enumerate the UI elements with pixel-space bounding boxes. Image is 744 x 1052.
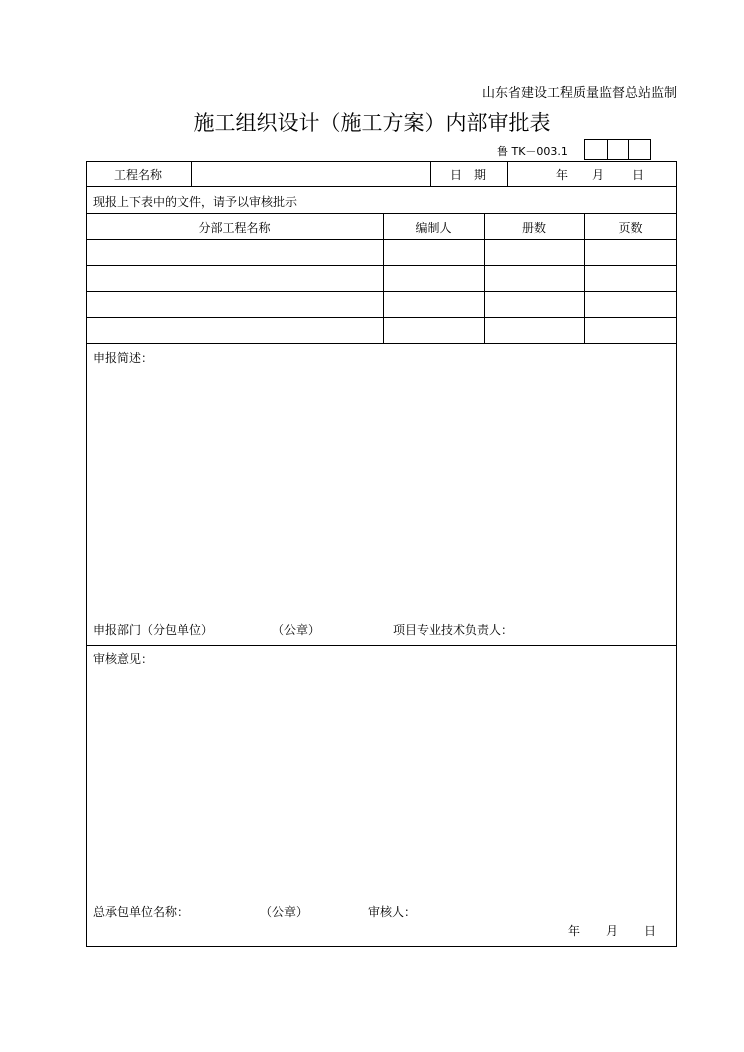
date-month: 月: [592, 168, 605, 182]
request-text: 现报上下表中的文件，请予以审核批示: [93, 195, 298, 209]
rule: [86, 645, 677, 646]
date-year: 年: [556, 168, 569, 182]
tech-lead-label: 项目专业技术负责人：: [393, 623, 514, 637]
summary-label: 申报简述：: [93, 351, 154, 365]
date-label: 日 期: [450, 168, 487, 182]
project-name-field[interactable]: [192, 162, 429, 185]
table-row[interactable]: [87, 240, 676, 264]
col-header-volumes: 册数: [521, 221, 546, 235]
issuer-note: 山东省建设工程质量监督总站监制: [481, 86, 677, 101]
rule: [86, 186, 677, 187]
date-day: 日: [632, 168, 645, 182]
table-row[interactable]: [87, 318, 676, 342]
reviewer-label: 审核人：: [368, 905, 417, 919]
col-header-subproject: 分部工程名称: [198, 221, 271, 235]
contractor-name-label: 总承包单位名称：: [93, 905, 190, 919]
form-code: 鲁 TK－003.1: [497, 145, 568, 158]
review-year: 年: [568, 924, 581, 938]
form-title: 施工组织设计（施工方案）内部审批表: [193, 111, 551, 135]
summary-textarea[interactable]: [87, 366, 676, 616]
col-header-author: 编制人: [415, 221, 452, 235]
review-day: 日: [644, 924, 657, 938]
rule: [86, 343, 677, 344]
review-month: 月: [606, 924, 619, 938]
code-box-3[interactable]: [628, 139, 651, 160]
project-name-label: 工程名称: [114, 168, 163, 182]
table-row[interactable]: [87, 266, 676, 290]
review-textarea[interactable]: [87, 667, 676, 897]
applicant-dept-label: 申报部门（分包单位）: [93, 623, 214, 637]
review-label: 审核意见：: [93, 652, 154, 666]
code-box-1[interactable]: [584, 139, 608, 160]
rule: [86, 213, 677, 214]
contractor-seal-label: （公章）: [260, 905, 309, 919]
col-header-pages: 页数: [618, 221, 643, 235]
applicant-seal-label: （公章）: [272, 623, 321, 637]
rule: [430, 161, 431, 186]
table-row[interactable]: [87, 292, 676, 316]
code-box-2[interactable]: [607, 139, 629, 160]
